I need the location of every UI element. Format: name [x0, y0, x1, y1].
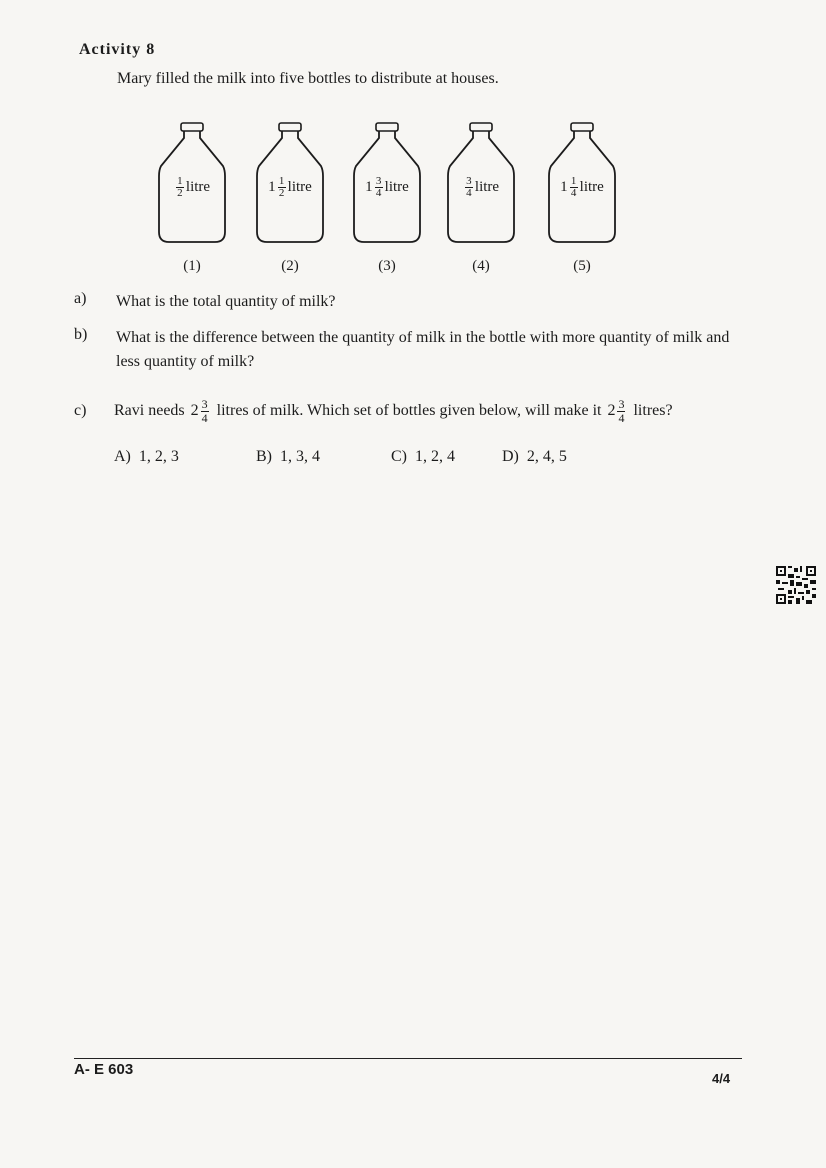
qr-code-icon: [776, 566, 816, 604]
bottles-figure: [0, 118, 826, 288]
bottle-number: (3): [378, 258, 396, 274]
bottle-number: (5): [573, 258, 591, 274]
fraction: $\frac{1}{2}$: [278, 175, 285, 199]
option-c[interactable]: C) 1, 2, 4: [391, 448, 455, 465]
bottle-3: [352, 118, 422, 274]
question-b-letter: b): [74, 326, 88, 343]
bottle-number: (4): [472, 258, 490, 274]
question-c-text: Ravi needs 2 $\frac{3}{4}$ litres of milk. Which set of bottles given below, will make it 2 $\frac{3}{4}$ litres?: [114, 392, 754, 430]
bottle-5: [547, 118, 617, 274]
bottle-label: 1 $\frac{3}{4}$ litre: [365, 175, 409, 199]
question-a-text: What is the total quantity of milk?: [116, 293, 336, 310]
option-d[interactable]: D) 2, 4, 5: [502, 448, 567, 465]
bottle-label: 1 $\frac{1}{4}$ litre: [560, 175, 604, 199]
activity-intro: Mary filled the milk into five bottles to distribute at houses.: [117, 70, 499, 87]
option-b[interactable]: B) 1, 3, 4: [256, 448, 320, 465]
paper-code: A- E 603: [74, 1061, 134, 1078]
footer-divider: [74, 1058, 742, 1059]
page-number: 4/4: [712, 1071, 731, 1086]
fraction: $\frac{1}{2}$: [177, 175, 183, 199]
bottle-2: [255, 118, 325, 274]
bottle-number: (2): [281, 258, 299, 274]
mixed-number: 2 $\frac{3}{4}$: [190, 396, 208, 425]
bottle-label: $\frac{1}{2}$ litre: [177, 175, 211, 199]
bottle-label: $\frac{3}{4}$ litre: [466, 175, 500, 199]
bottle-4: [446, 118, 516, 274]
question-a-letter: a): [74, 290, 87, 307]
bottle-1: [157, 118, 227, 274]
mixed-number: 2 $\frac{3}{4}$: [607, 396, 625, 425]
bottle-number: (1): [183, 258, 201, 274]
fraction: $\frac{3}{4}$: [466, 175, 472, 199]
fraction: $\frac{1}{4}$: [570, 175, 577, 199]
question-b-text: What is the difference between the quantity of milk in the bottle with more quantity of milk and less quantity of milk?: [116, 329, 730, 370]
activity-title: Activity 8: [79, 41, 156, 58]
option-a[interactable]: A) 1, 2, 3: [114, 448, 179, 465]
question-c-letter: c): [74, 402, 87, 419]
fraction: $\frac{3}{4}$: [375, 175, 382, 199]
bottle-label: 1 $\frac{1}{2}$ litre: [268, 175, 312, 199]
